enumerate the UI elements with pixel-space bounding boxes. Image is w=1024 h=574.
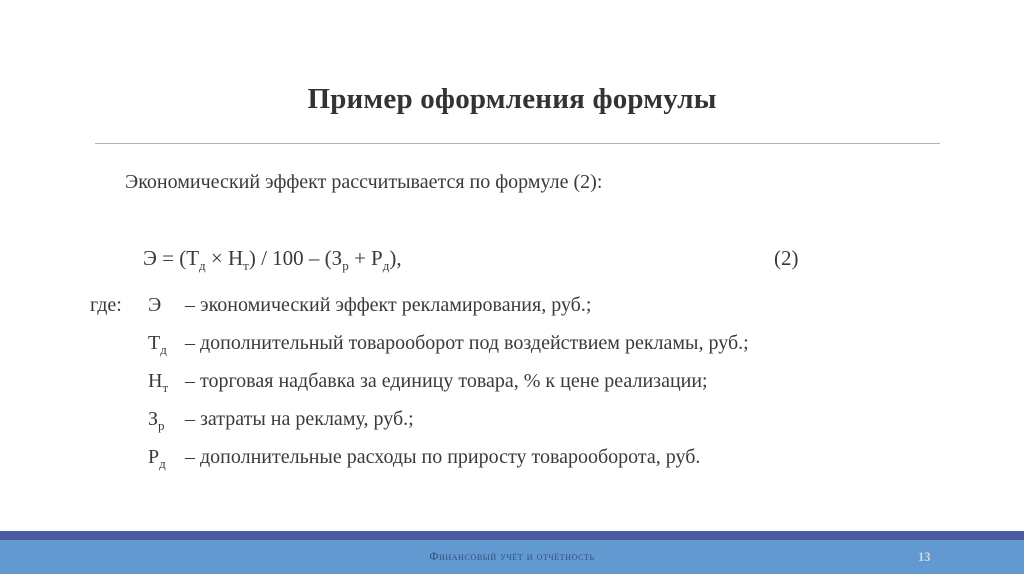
definition-text: – экономический эффект рекламирования, руб.; [185, 294, 592, 316]
definition-subscript: т [162, 380, 169, 395]
formula-subscript: д [382, 258, 390, 274]
formula-segment: ) / 100 – (З [248, 246, 343, 270]
formula-segment: Э = (Т [143, 246, 200, 270]
formula-subscript: р [342, 258, 349, 274]
formula-number: (2) [774, 246, 799, 270]
footer-title: Финансовый учёт и отчётность [429, 551, 595, 563]
definition-text: – дополнительные расходы по приросту товарооборота, руб. [185, 446, 701, 468]
formula-segment: + Р [348, 246, 383, 270]
definition-row [148, 362, 749, 400]
definition-text: – дополнительный товарооборот под воздействием рекламы, руб.; [185, 332, 749, 354]
formula-segment: ), [389, 246, 402, 270]
footer-accent-line [0, 531, 1024, 540]
formula-text [143, 246, 402, 274]
definition-symbol: $Н_т$ [148, 370, 169, 395]
where-label: где: [90, 294, 122, 316]
definition-row [148, 400, 749, 438]
definition-subscript: д [159, 456, 166, 471]
intro-text: Экономический эффект рассчитывается по формуле (2): [125, 171, 603, 193]
definition-symbol: $З_р$ [148, 408, 165, 433]
definition-text: – торговая надбавка за единицу товара, % к цене реализации; [185, 370, 708, 392]
definition-row [148, 324, 749, 362]
definition-symbol: $Р_д$ [148, 446, 166, 471]
definition-subscript: д [160, 342, 167, 357]
formula-subscript: т [243, 258, 249, 274]
definitions-list [148, 286, 749, 476]
formula-subscript: д [199, 258, 206, 274]
definition-row [148, 438, 749, 476]
page-title: Пример оформления формулы [307, 83, 717, 115]
definition-symbol: Э [148, 294, 162, 316]
definition-row [148, 286, 749, 324]
formula-segment: × Н [205, 246, 244, 270]
definition-subscript: р [158, 418, 165, 433]
definition-text: – затраты на рекламу, руб.; [185, 408, 414, 430]
title-divider [95, 143, 940, 144]
definition-symbol: $Т_д$ [148, 332, 167, 357]
page-number: 13 [918, 550, 931, 564]
